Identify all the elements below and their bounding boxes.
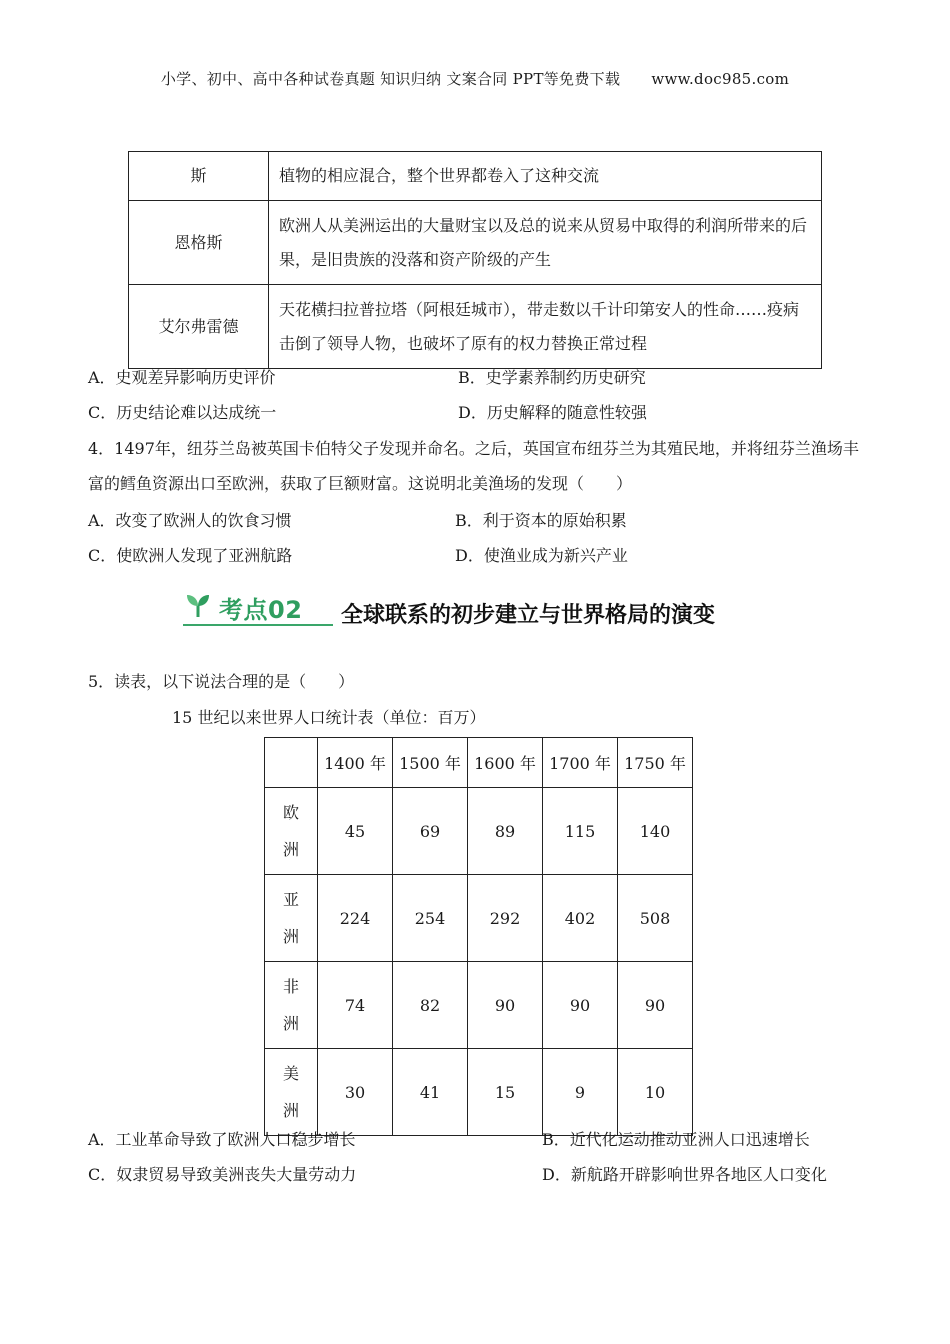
region-cell	[265, 962, 318, 1049]
q5-option-a[interactable]: A．工业革命导致了欧洲人口稳步增长	[88, 1130, 356, 1149]
table-row	[129, 201, 822, 285]
table-row	[265, 875, 693, 962]
value-cell: 89	[468, 788, 543, 875]
q5-stem: 5．读表，以下说法合理的是（ ）	[88, 672, 355, 691]
value-cell: 115	[543, 788, 618, 875]
region-label-bottom: 洲	[282, 927, 299, 946]
q3-option-c[interactable]: C．历史结论难以达成统一	[88, 403, 277, 422]
year-header: 1600 年	[468, 738, 543, 788]
table-header-row	[265, 738, 693, 788]
region-cell	[265, 875, 318, 962]
value-cell: 9	[543, 1049, 618, 1136]
table-row	[129, 152, 822, 201]
region-label-bottom: 洲	[282, 1101, 299, 1120]
q5-option-c[interactable]: C．奴隶贸易导致美洲丧失大量劳动力	[88, 1165, 357, 1184]
leaf-icon	[185, 593, 211, 619]
section-badge-label: 考点02	[219, 596, 303, 624]
value-cell: 10	[618, 1049, 693, 1136]
region-label-top: 欧	[282, 803, 299, 822]
value-cell: 90	[468, 962, 543, 1049]
value-cell: 224	[318, 875, 393, 962]
year-header: 1500 年	[393, 738, 468, 788]
q5-option-d[interactable]: D．新航路开辟影响世界各地区人口变化	[542, 1165, 827, 1184]
value-cell: 292	[468, 875, 543, 962]
value-cell: 69	[393, 788, 468, 875]
value-cell: 45	[318, 788, 393, 875]
region-cell	[265, 1049, 318, 1136]
value-cell: 15	[468, 1049, 543, 1136]
value-cell: 508	[618, 875, 693, 962]
q4-option-b[interactable]: B．利于资本的原始积累	[455, 511, 627, 530]
quote-text: 天花横扫拉普拉塔（阿根廷城市），带走数以千计印第安人的性命……疫病击倒了领导人物，也破坏了原有的权力替换正常过程	[269, 285, 822, 369]
table-row	[265, 1049, 693, 1136]
q3-option-d[interactable]: D．历史解释的随意性较强	[458, 403, 647, 422]
table-caption: 15 世纪以来世界人口统计表（单位：百万）	[172, 708, 486, 727]
region-label-top: 非	[282, 977, 299, 996]
value-cell: 82	[393, 962, 468, 1049]
q4-option-c[interactable]: C．使欧洲人发现了亚洲航路	[88, 546, 293, 565]
section-badge	[183, 590, 333, 626]
value-cell: 30	[318, 1049, 393, 1136]
quote-author: 艾尔弗雷德	[129, 285, 269, 369]
region-label-bottom: 洲	[282, 840, 299, 859]
q3-option-b[interactable]: B．史学素养制约历史研究	[458, 368, 646, 387]
value-cell: 90	[618, 962, 693, 1049]
q4-option-d[interactable]: D．使渔业成为新兴产业	[455, 546, 628, 565]
quote-table	[128, 151, 822, 369]
corner-cell	[265, 738, 318, 788]
value-cell: 74	[318, 962, 393, 1049]
section-banner	[183, 590, 783, 630]
quote-author: 斯	[129, 152, 269, 201]
region-label-top: 亚	[282, 890, 299, 909]
table-row	[129, 285, 822, 369]
q4-stem: 4．1497年，纽芬兰岛被英国卡伯特父子发现并命名。之后，英国宣布纽芬兰为其殖民地，并将纽芬兰渔场丰富的鳕鱼资源出口至欧洲，获取了巨额财富。这说明北美渔场的发现（ ）	[88, 439, 859, 493]
region-cell	[265, 788, 318, 875]
region-label-bottom: 洲	[282, 1014, 299, 1033]
header-url[interactable]: www.doc985.com	[651, 70, 790, 88]
value-cell: 41	[393, 1049, 468, 1136]
page-header	[0, 68, 950, 89]
year-header: 1700 年	[543, 738, 618, 788]
value-cell: 254	[393, 875, 468, 962]
table-row	[265, 962, 693, 1049]
quote-author: 恩格斯	[129, 201, 269, 285]
q4-option-a[interactable]: A．改变了欧洲人的饮食习惯	[88, 511, 292, 530]
population-table	[264, 737, 693, 1136]
year-header: 1750 年	[618, 738, 693, 788]
region-label-top: 美	[282, 1064, 299, 1083]
quote-text: 植物的相应混合，整个世界都卷入了这种交流	[269, 152, 822, 201]
table-row	[265, 788, 693, 875]
section-title: 全球联系的初步建立与世界格局的演变	[341, 603, 716, 628]
year-header: 1400 年	[318, 738, 393, 788]
q3-option-a[interactable]: A．史观差异影响历史评价	[88, 368, 276, 387]
q5-option-b[interactable]: B．近代化运动推动亚洲人口迅速增长	[542, 1130, 810, 1149]
value-cell: 140	[618, 788, 693, 875]
header-text: 小学、初中、高中各种试卷真题 知识归纳 文案合同 PPT等免费下载	[160, 70, 621, 88]
quote-text: 欧洲人从美洲运出的大量财宝以及总的说来从贸易中取得的利润所带来的后果，是旧贵族的没落和资产阶级的产生	[269, 201, 822, 285]
value-cell: 402	[543, 875, 618, 962]
value-cell: 90	[543, 962, 618, 1049]
